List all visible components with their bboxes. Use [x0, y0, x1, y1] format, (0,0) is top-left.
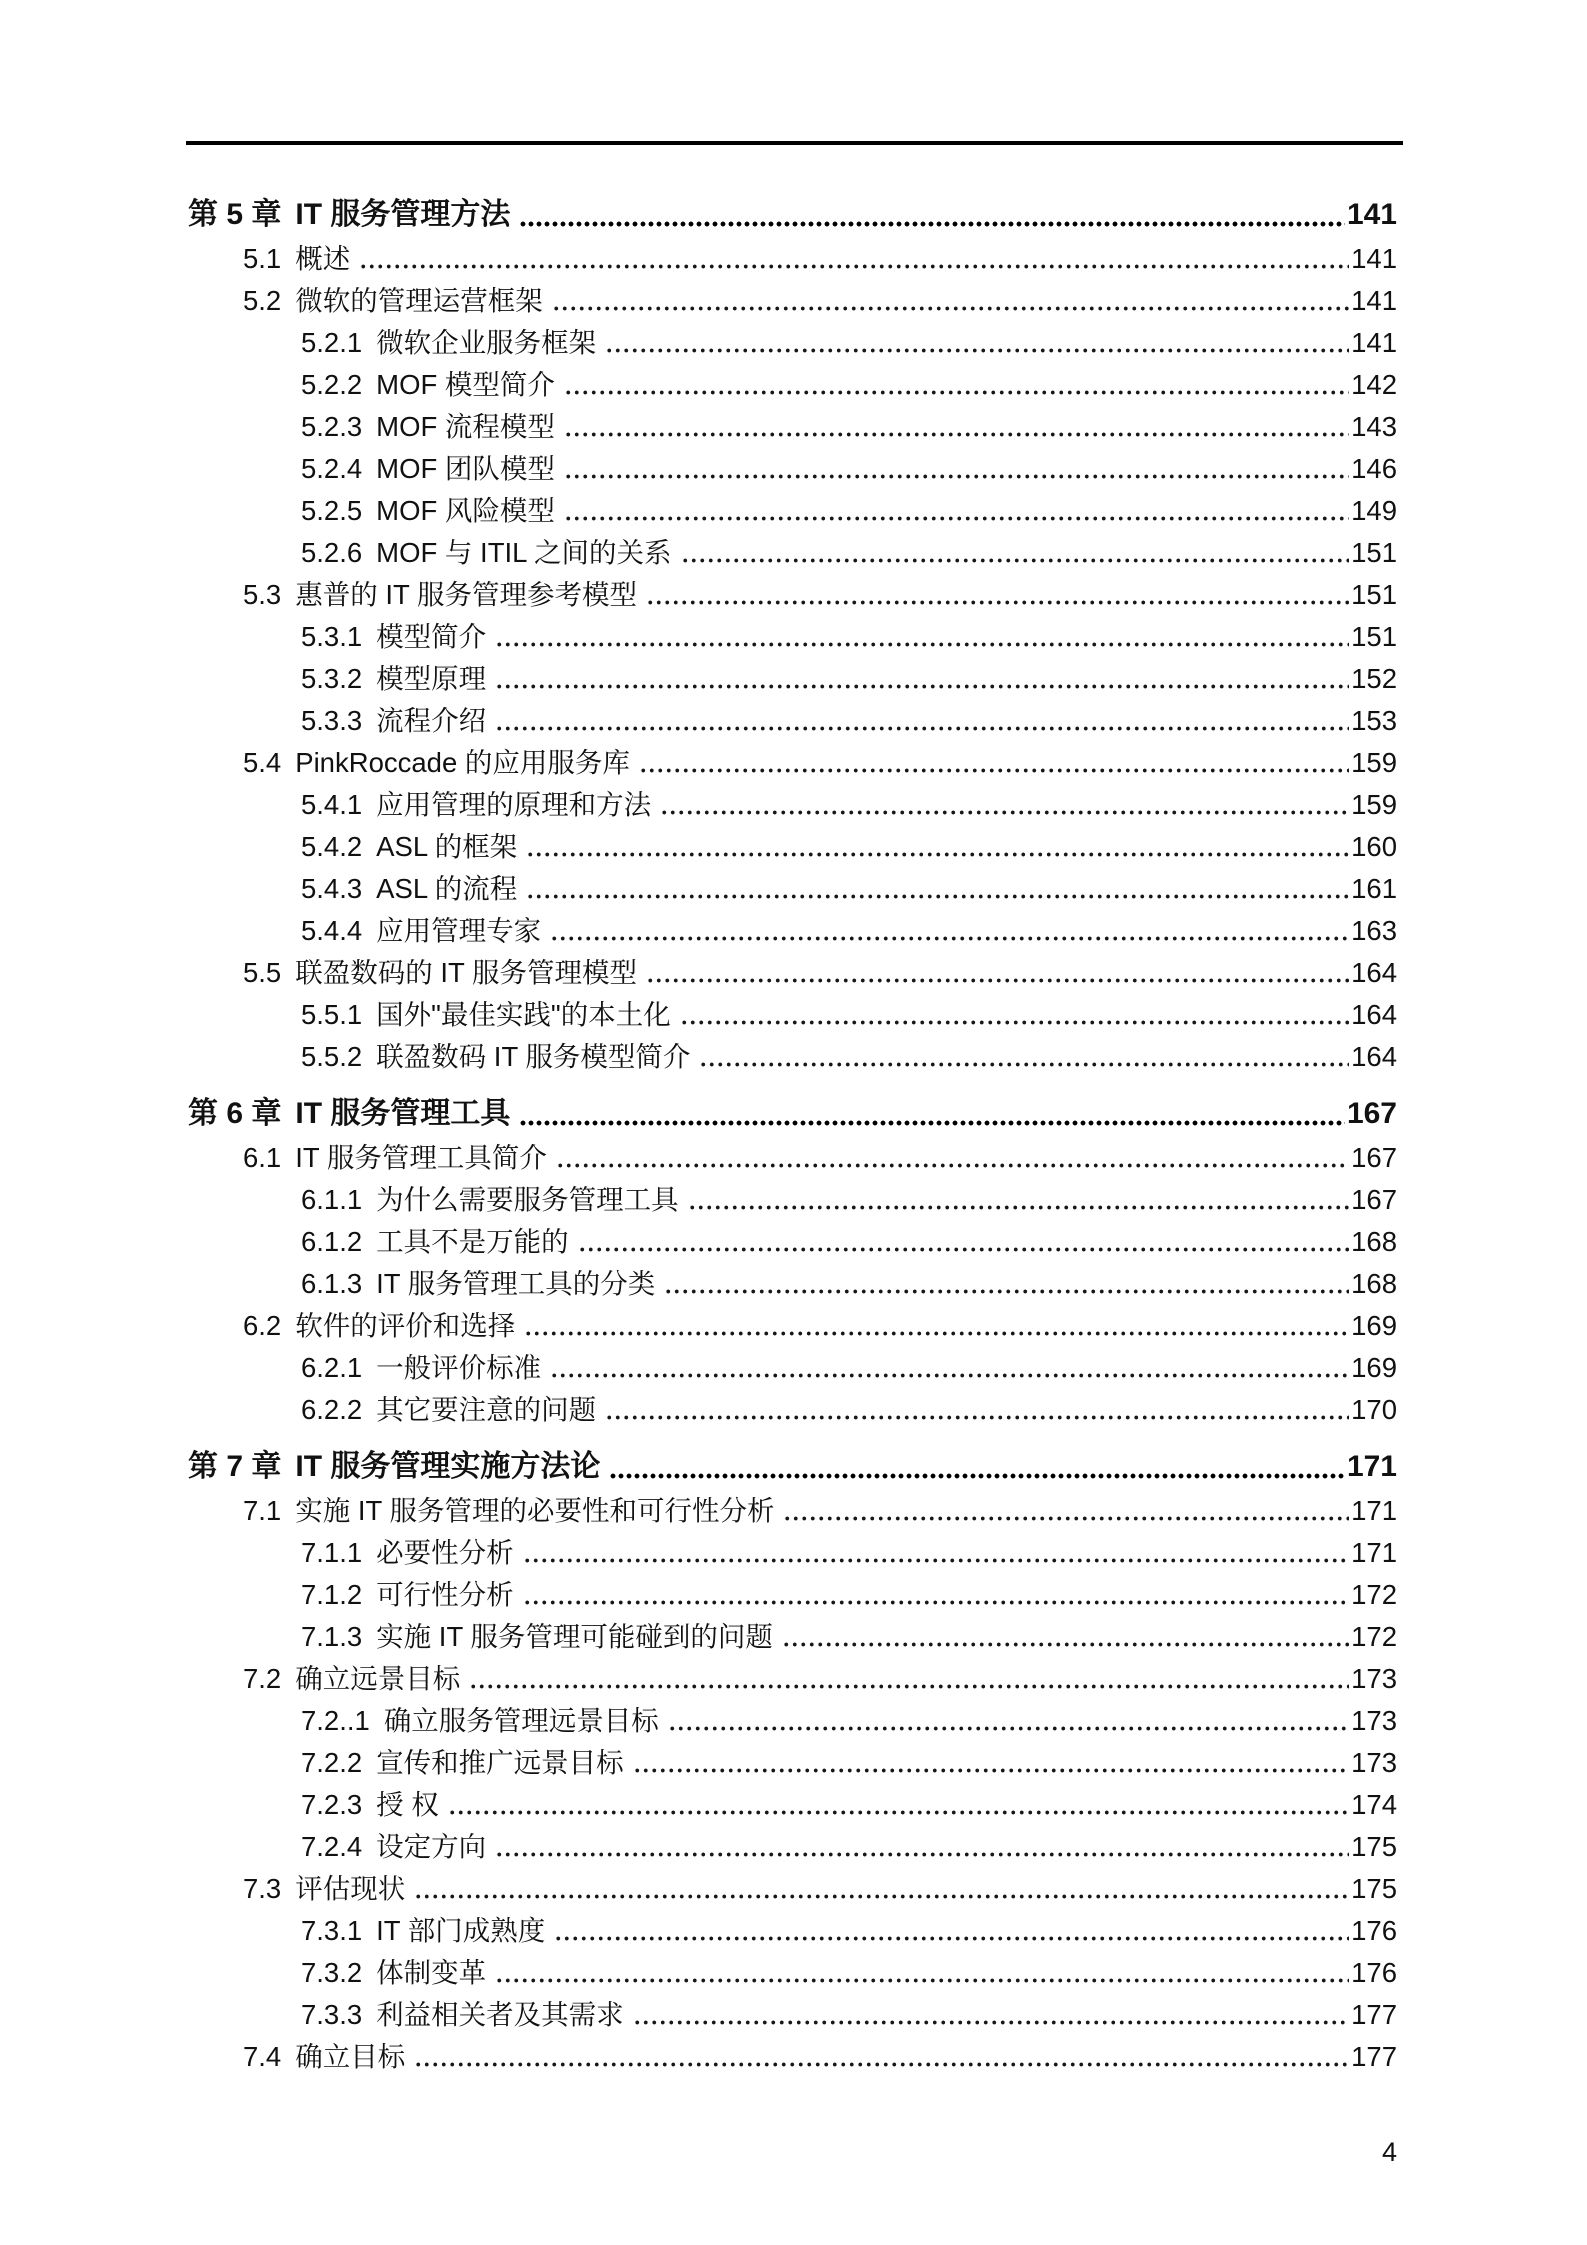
- toc-entry-title: IT 服务管理工具简介: [295, 1142, 547, 1173]
- toc-entry-page: 141: [1351, 327, 1397, 358]
- dot-leader: [633, 1742, 1349, 1784]
- toc-list: [0, 192, 1397, 2078]
- dot-leader: [609, 1444, 1345, 1490]
- toc-entry: [0, 1305, 1397, 1347]
- toc-entry: [0, 1221, 1397, 1263]
- toc-entry: [0, 1658, 1397, 1700]
- toc-entry: [0, 1994, 1397, 2036]
- dot-leader: [564, 490, 1349, 532]
- toc-entry-title: 工具不是万能的: [376, 1226, 569, 1257]
- toc-entry: [0, 1389, 1397, 1431]
- toc-entry-number: 5.4.1: [301, 789, 363, 820]
- toc-entry-title: IT 服务管理工具的分类: [376, 1268, 656, 1299]
- toc-entry-page: 175: [1351, 1831, 1397, 1862]
- toc-entry-title: 联盈数码的 IT 服务管理模型: [295, 957, 637, 988]
- dot-leader: [519, 1091, 1345, 1137]
- toc-entry-number: 5.3.1: [301, 621, 363, 652]
- dot-leader: [564, 364, 1349, 406]
- toc-entry-title: MOF 与 ITIL 之间的关系: [376, 537, 672, 568]
- toc-entry-title: 联盈数码 IT 服务模型简介: [376, 1041, 691, 1072]
- toc-entry-title: 实施 IT 服务管理可能碰到的问题: [376, 1621, 773, 1652]
- dot-leader: [688, 1179, 1349, 1221]
- dot-leader: [495, 1952, 1349, 1994]
- toc-entry-page: 164: [1351, 999, 1397, 1030]
- toc-entry-number: 7.1.3: [301, 1621, 363, 1652]
- toc-chapter-entry: [0, 1091, 1397, 1137]
- toc-entry-page: 160: [1351, 831, 1397, 862]
- dot-leader: [550, 910, 1349, 952]
- toc-entry-page: 168: [1351, 1226, 1397, 1257]
- toc-entry-title: MOF 团队模型: [376, 453, 555, 484]
- toc-entry-page: 177: [1351, 1999, 1397, 2030]
- toc-entry-number: 第 7 章: [188, 1450, 282, 1483]
- toc-entry-page: 152: [1351, 663, 1397, 694]
- toc-entry-page: 151: [1351, 537, 1397, 568]
- dot-leader: [699, 1036, 1349, 1078]
- toc-entry-page: 175: [1351, 1873, 1397, 1904]
- toc-entry-title: IT 服务管理工具: [295, 1097, 511, 1130]
- toc-entry-number: 7.4: [243, 2041, 282, 2072]
- toc-entry-page: 167: [1351, 1142, 1397, 1173]
- toc-entry: [0, 700, 1397, 742]
- toc-entry: [0, 1263, 1397, 1305]
- dot-leader: [414, 2036, 1349, 2078]
- toc-entry: [0, 616, 1397, 658]
- toc-entry: [0, 1574, 1397, 1616]
- toc-entry-title: 授 权: [376, 1789, 439, 1820]
- toc-entry-page: 151: [1351, 621, 1397, 652]
- toc-entry-page: 176: [1351, 1957, 1397, 1988]
- toc-entry-page: 143: [1351, 411, 1397, 442]
- dot-leader: [359, 238, 1349, 280]
- dot-leader: [469, 1658, 1349, 1700]
- toc-entry-number: 6.2.1: [301, 1352, 363, 1383]
- dot-leader: [495, 658, 1349, 700]
- toc-entry-number: 第 6 章: [188, 1097, 282, 1130]
- toc-entry-page: 176: [1351, 1915, 1397, 1946]
- toc-entry-number: 7.3.3: [301, 1999, 363, 2030]
- toc-entry: [0, 364, 1397, 406]
- toc-entry: [0, 1036, 1397, 1078]
- toc-entry-title: 设定方向: [376, 1831, 487, 1862]
- toc-entry-title: 模型简介: [376, 621, 487, 652]
- dot-leader: [646, 952, 1349, 994]
- dot-leader: [646, 574, 1349, 616]
- toc-entry-title: 模型原理: [376, 663, 487, 694]
- toc-entry-title: 流程介绍: [376, 705, 487, 736]
- toc-entry-number: 7.2.2: [301, 1747, 363, 1778]
- toc-entry-number: 6.1.2: [301, 1226, 363, 1257]
- toc-entry-title: MOF 模型简介: [376, 369, 555, 400]
- dot-leader: [680, 994, 1349, 1036]
- toc-entry-page: 167: [1351, 1184, 1397, 1215]
- toc-entry-title: 评估现状: [295, 1873, 406, 1904]
- toc-entry-number: 7.3.2: [301, 1957, 363, 1988]
- toc-entry-number: 5.4.2: [301, 831, 363, 862]
- dot-leader: [552, 280, 1349, 322]
- dot-leader: [605, 1389, 1349, 1431]
- dot-leader: [668, 1700, 1349, 1742]
- toc-entry-page: 169: [1351, 1310, 1397, 1341]
- toc-entry-page: 172: [1351, 1621, 1397, 1652]
- toc-entry-title: ASL 的框架: [376, 831, 518, 862]
- toc-entry-number: 7.1: [243, 1495, 282, 1526]
- toc-entry: [0, 490, 1397, 532]
- toc-entry-number: 5.2: [243, 285, 282, 316]
- toc-entry: [0, 952, 1397, 994]
- toc-entry-number: 5.5.2: [301, 1041, 363, 1072]
- dot-leader: [414, 1868, 1349, 1910]
- dot-leader: [523, 1532, 1349, 1574]
- toc-entry-title: 其它要注意的问题: [376, 1394, 597, 1425]
- toc-entry-title: 应用管理专家: [376, 915, 542, 946]
- toc-entry: [0, 322, 1397, 364]
- toc-entry-number: 6.1.3: [301, 1268, 363, 1299]
- dot-leader: [448, 1784, 1349, 1826]
- toc-entry-title: 概述: [295, 243, 351, 274]
- toc-entry-number: 7.3.1: [301, 1915, 363, 1946]
- dot-leader: [660, 784, 1349, 826]
- toc-entry-number: 7.2.4: [301, 1831, 363, 1862]
- dot-leader: [633, 1994, 1349, 2036]
- toc-chapter-entry: [0, 192, 1397, 238]
- toc-entry-number: 5.5.1: [301, 999, 363, 1030]
- toc-entry-page: 168: [1351, 1268, 1397, 1299]
- toc-entry-page: 173: [1351, 1747, 1397, 1778]
- toc-entry-title: 确立远景目标: [295, 1663, 461, 1694]
- toc-entry-number: 5.2.1: [301, 327, 363, 358]
- toc-entry-page: 141: [1351, 243, 1397, 274]
- toc-entry-page: 164: [1351, 1041, 1397, 1072]
- toc-entry-title: 确立服务管理远景目标: [383, 1705, 659, 1736]
- toc-entry-page: 159: [1351, 789, 1397, 820]
- toc-entry-page: 171: [1351, 1495, 1397, 1526]
- toc-entry: [0, 910, 1397, 952]
- toc-entry-title: PinkRoccade 的应用服务库: [295, 747, 630, 778]
- toc-entry-number: 6.1: [243, 1142, 282, 1173]
- toc-entry-number: 6.2.2: [301, 1394, 363, 1425]
- toc-entry-page: 146: [1351, 453, 1397, 484]
- toc-entry-number: 6.1.1: [301, 1184, 363, 1215]
- toc-entry-page: 161: [1351, 873, 1397, 904]
- dot-leader: [782, 1616, 1349, 1658]
- toc-entry-title: 应用管理的原理和方法: [376, 789, 652, 820]
- toc-entry: [0, 1179, 1397, 1221]
- toc-entry: [0, 1868, 1397, 1910]
- toc-entry: [0, 238, 1397, 280]
- dot-leader: [681, 532, 1350, 574]
- toc-entry-title: 软件的评价和选择: [295, 1310, 516, 1341]
- toc-entry-title: ASL 的流程: [376, 873, 518, 904]
- toc-entry-page: 167: [1346, 1097, 1397, 1130]
- toc-entry: [0, 1532, 1397, 1574]
- dot-leader: [526, 868, 1349, 910]
- toc-entry-title: 惠普的 IT 服务管理参考模型: [295, 579, 637, 610]
- dot-leader: [564, 406, 1349, 448]
- toc-entry: [0, 1742, 1397, 1784]
- toc-entry-title: 利益相关者及其需求: [376, 1999, 624, 2030]
- toc-entry: [0, 1700, 1397, 1742]
- toc-entry-page: 177: [1351, 2041, 1397, 2072]
- toc-entry: [0, 742, 1397, 784]
- toc-entry-page: 153: [1351, 705, 1397, 736]
- toc-entry: [0, 1137, 1397, 1179]
- toc-entry-number: 5.1: [243, 243, 282, 274]
- toc-entry-page: 159: [1351, 747, 1397, 778]
- toc-entry: [0, 448, 1397, 490]
- dot-leader: [783, 1490, 1349, 1532]
- dot-leader: [554, 1910, 1349, 1952]
- toc-entry-number: 5.2.2: [301, 369, 363, 400]
- toc-chapter-entry: [0, 1444, 1397, 1490]
- toc-entry-title: 必要性分析: [376, 1537, 514, 1568]
- toc-entry-title: MOF 风险模型: [376, 495, 555, 526]
- toc-entry: [0, 658, 1397, 700]
- toc-entry: [0, 1826, 1397, 1868]
- header-rule: [186, 141, 1403, 145]
- dot-leader: [519, 192, 1345, 238]
- toc-entry-number: 7.1.2: [301, 1579, 363, 1610]
- toc-entry: [0, 532, 1397, 574]
- toc-entry-page: 164: [1351, 957, 1397, 988]
- toc-entry-page: 151: [1351, 579, 1397, 610]
- toc-entry-number: 5.3.2: [301, 663, 363, 694]
- toc-entry-page: 169: [1351, 1352, 1397, 1383]
- toc-entry: [0, 1910, 1397, 1952]
- dot-leader: [578, 1221, 1349, 1263]
- toc-entry-title: 实施 IT 服务管理的必要性和可行性分析: [295, 1495, 775, 1526]
- toc-entry-number: 7.2.3: [301, 1789, 363, 1820]
- toc-entry-number: 7.1.1: [301, 1537, 363, 1568]
- toc-entry-page: 170: [1351, 1394, 1397, 1425]
- toc-entry-number: 5.5: [243, 957, 282, 988]
- toc-entry: [0, 1616, 1397, 1658]
- toc-entry-title: 可行性分析: [376, 1579, 514, 1610]
- toc-entry-page: 173: [1351, 1663, 1397, 1694]
- toc-entry-number: 7.2: [243, 1663, 282, 1694]
- toc-entry-title: 确立目标: [295, 2041, 406, 2072]
- toc-entry-page: 149: [1351, 495, 1397, 526]
- toc-entry-page: 171: [1351, 1537, 1397, 1568]
- dot-leader: [495, 700, 1349, 742]
- toc-entry-number: 5.4: [243, 747, 282, 778]
- page-number: 4: [1381, 2137, 1397, 2167]
- toc-entry-title: 微软的管理运营框架: [295, 285, 543, 316]
- toc-entry-title: MOF 流程模型: [376, 411, 555, 442]
- toc-entry-title: IT 服务管理实施方法论: [295, 1450, 601, 1483]
- toc-entry-number: 5.4.3: [301, 873, 363, 904]
- toc-entry-page: 171: [1346, 1450, 1397, 1483]
- toc-entry: [0, 1347, 1397, 1389]
- toc-entry-title: 宣传和推广远景目标: [376, 1747, 624, 1778]
- toc-entry-title: 一般评价标准: [376, 1352, 542, 1383]
- dot-leader: [664, 1263, 1349, 1305]
- toc-entry-title: 体制变革: [376, 1957, 487, 1988]
- toc-entry-page: 141: [1351, 285, 1397, 316]
- dot-leader: [605, 322, 1349, 364]
- toc-entry: [0, 868, 1397, 910]
- toc-entry-number: 5.2.5: [301, 495, 363, 526]
- toc-entry-title: 微软企业服务框架: [376, 327, 597, 358]
- dot-leader: [524, 1305, 1349, 1347]
- dot-leader: [526, 826, 1349, 868]
- toc-entry-number: 5.2.6: [301, 537, 363, 568]
- toc-entry: [0, 1952, 1397, 1994]
- toc-entry: [0, 994, 1397, 1036]
- toc-entry-title: 为什么需要服务管理工具: [376, 1184, 679, 1215]
- toc-entry-number: 6.2: [243, 1310, 282, 1341]
- toc-entry: [0, 826, 1397, 868]
- toc-entry-number: 第 5 章: [188, 198, 282, 231]
- toc-entry: [0, 1784, 1397, 1826]
- toc-entry: [0, 574, 1397, 616]
- toc-entry: [0, 2036, 1397, 2078]
- dot-leader: [639, 742, 1349, 784]
- dot-leader: [550, 1347, 1349, 1389]
- toc-entry-number: 7.2..1: [301, 1705, 370, 1736]
- toc-entry-page: 141: [1346, 198, 1397, 231]
- toc-entry-title: 国外"最佳实践"的本土化: [376, 999, 671, 1030]
- toc-entry-number: 5.4.4: [301, 915, 363, 946]
- toc-entry-number: 5.3: [243, 579, 282, 610]
- dot-leader: [495, 1826, 1349, 1868]
- toc-entry: [0, 280, 1397, 322]
- toc-entry-title: IT 服务管理方法: [295, 198, 511, 231]
- toc-entry-page: 142: [1351, 369, 1397, 400]
- toc-entry: [0, 1490, 1397, 1532]
- dot-leader: [495, 616, 1349, 658]
- dot-leader: [556, 1137, 1349, 1179]
- toc-entry-title: IT 部门成熟度: [376, 1915, 546, 1946]
- toc-entry: [0, 406, 1397, 448]
- toc-entry-page: 173: [1351, 1705, 1397, 1736]
- toc-entry-page: 174: [1351, 1789, 1397, 1820]
- toc-entry-number: 5.2.3: [301, 411, 363, 442]
- toc-entry-page: 163: [1351, 915, 1397, 946]
- dot-leader: [564, 448, 1349, 490]
- toc-entry-page: 172: [1351, 1579, 1397, 1610]
- dot-leader: [523, 1574, 1349, 1616]
- toc-entry-number: 7.3: [243, 1873, 282, 1904]
- toc-entry: [0, 784, 1397, 826]
- toc-entry-number: 5.2.4: [301, 453, 363, 484]
- toc-entry-number: 5.3.3: [301, 705, 363, 736]
